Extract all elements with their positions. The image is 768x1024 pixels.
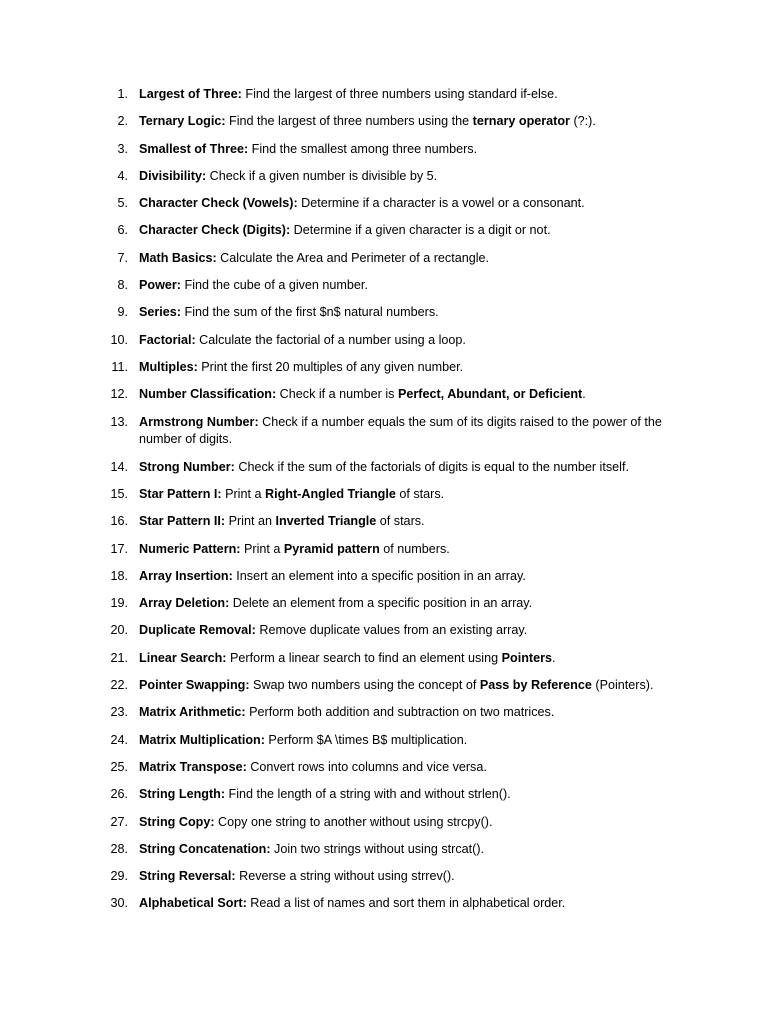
item-text: Perform both addition and subtraction on two matrices.	[245, 705, 555, 720]
item-emphasis: Pyramid pattern	[283, 541, 380, 556]
item-emphasis: Inverted Triangle	[275, 514, 377, 529]
item-label: Matrix Arithmetic:	[139, 705, 246, 720]
item-label: String Length:	[139, 787, 226, 802]
item-label: Ternary Logic:	[139, 114, 226, 129]
item-label: Largest of Three:	[139, 87, 242, 101]
item-text: Copy one string to another without using strcpy().	[214, 814, 493, 829]
item-number: 26.	[110, 787, 128, 802]
item-label: Matrix Multiplication:	[139, 732, 265, 747]
item-text: Calculate the factorial of a number using a loop.	[195, 332, 466, 347]
item-label: Duplicate Removal:	[139, 623, 256, 638]
item-text: of stars.	[395, 486, 445, 501]
item-label: String Reversal:	[139, 869, 236, 884]
item-text: Swap two numbers using the concept of	[249, 678, 480, 693]
list-item	[108, 304, 688, 322]
item-number: 23.	[110, 705, 128, 720]
list-item	[108, 868, 688, 886]
list-item	[108, 650, 688, 668]
item-label: Divisibility:	[139, 168, 207, 183]
item-text: Determine if a character is a vowel or a consonant.	[297, 196, 585, 211]
item-label: Factorial:	[139, 332, 196, 347]
item-emphasis: Pass by Reference	[479, 678, 592, 693]
item-text: of numbers.	[379, 541, 450, 556]
item-label: Star Pattern I:	[139, 486, 222, 501]
item-text: Print a	[221, 486, 265, 501]
item-number: 13.	[110, 414, 128, 429]
item-label: Array Insertion:	[139, 568, 233, 583]
list-item	[108, 459, 688, 477]
item-label: String Concatenation:	[139, 841, 271, 856]
item-text: Check if a number equals the sum of its digits raised to the power of the number of digits.	[139, 414, 662, 447]
item-number: 9.	[117, 305, 128, 320]
list-item	[108, 113, 688, 131]
item-label: Smallest of Three:	[139, 141, 249, 156]
item-text: Perform a linear search to find an element using	[226, 650, 502, 665]
item-number: 17.	[110, 541, 128, 556]
item-number: 29.	[110, 869, 128, 884]
list-item	[108, 277, 688, 295]
item-text: Find the largest of three numbers using standard if-else.	[241, 87, 558, 101]
item-number: 10.	[110, 332, 128, 347]
item-text: Calculate the Area and Perimeter of a rectangle.	[216, 250, 490, 265]
item-text: Perform $A \times B$ multiplication.	[264, 732, 468, 747]
item-label: Numeric Pattern:	[139, 541, 241, 556]
item-text: Print an	[225, 514, 276, 529]
item-text: Determine if a given character is a digit or not.	[290, 223, 551, 238]
item-text: Join two strings without using strcat().	[270, 841, 485, 856]
item-text: .	[582, 387, 586, 402]
item-text: Check if a number is	[276, 387, 398, 402]
task-list	[108, 86, 688, 923]
item-number: 25.	[110, 759, 128, 774]
list-item	[108, 759, 688, 777]
list-item	[108, 732, 688, 750]
item-text: Insert an element into a specific position in an array.	[232, 568, 526, 583]
item-number: 21.	[110, 650, 128, 665]
item-emphasis: ternary operator	[472, 114, 570, 129]
item-emphasis: Perfect, Abundant, or Deficient	[397, 387, 583, 402]
list-item	[108, 359, 688, 377]
list-item	[108, 168, 688, 186]
item-label: Math Basics:	[139, 250, 217, 265]
list-item	[108, 414, 688, 450]
item-number: 28.	[110, 841, 128, 856]
item-label: Number Classification:	[139, 387, 277, 402]
item-label: Multiples:	[139, 359, 198, 374]
item-text: Remove duplicate values from an existing array.	[255, 623, 528, 638]
item-text: Find the length of a string with and without strlen().	[225, 787, 511, 802]
item-text: Print the first 20 multiples of any given number.	[197, 359, 464, 374]
list-item	[108, 786, 688, 804]
item-label: String Copy:	[139, 814, 215, 829]
item-number: 7.	[117, 250, 128, 265]
list-item	[108, 222, 688, 240]
item-text: of stars.	[376, 514, 425, 529]
list-item	[108, 595, 688, 613]
item-number: 1.	[117, 87, 128, 101]
item-number: 22.	[110, 678, 128, 693]
item-label: Series:	[139, 305, 182, 320]
list-item	[108, 386, 688, 404]
list-item	[108, 622, 688, 640]
item-text: Delete an element from a specific position in an array.	[229, 596, 533, 611]
list-item	[108, 513, 688, 531]
item-text: Convert rows into columns and vice versa.	[246, 759, 487, 774]
item-emphasis: Right-Angled Triangle	[265, 486, 396, 501]
item-number: 27.	[110, 814, 128, 829]
list-item	[108, 541, 688, 559]
item-number: 16.	[110, 514, 128, 529]
item-label: Matrix Transpose:	[139, 759, 247, 774]
list-item	[108, 195, 688, 213]
item-label: Alphabetical Sort:	[139, 896, 247, 911]
item-emphasis: Pointers	[501, 650, 552, 665]
item-label: Character Check (Digits):	[139, 223, 291, 238]
list-item	[108, 895, 688, 913]
item-number: 11.	[111, 359, 128, 374]
item-number: 24.	[110, 732, 128, 747]
item-number: 3.	[117, 141, 128, 156]
item-label: Linear Search:	[139, 650, 227, 665]
item-text: Find the smallest among three numbers.	[248, 141, 478, 156]
item-number: 8.	[117, 278, 128, 293]
list-item	[108, 86, 688, 104]
item-label: Array Deletion:	[139, 596, 230, 611]
item-label: Armstrong Number:	[139, 414, 259, 429]
item-text: Find the sum of the first $n$ natural numbers.	[181, 305, 439, 320]
item-label: Star Pattern II:	[139, 514, 226, 529]
item-number: 2.	[117, 114, 128, 129]
list-item	[108, 841, 688, 859]
item-text: (?:).	[569, 114, 596, 129]
item-number: 19.	[110, 596, 128, 611]
item-text: Print a	[240, 541, 284, 556]
item-text: Read a list of names and sort them in alphabetical order.	[246, 896, 566, 911]
item-number: 15.	[110, 486, 128, 501]
item-number: 5.	[117, 196, 128, 211]
list-item	[108, 704, 688, 722]
item-label: Strong Number:	[139, 459, 235, 474]
item-number: 4.	[117, 168, 128, 183]
item-label: Pointer Swapping:	[139, 678, 250, 693]
item-text: Check if the sum of the factorials of digits is equal to the number itself.	[234, 459, 629, 474]
item-number: 6.	[117, 223, 128, 238]
item-text: Check if a given number is divisible by 5.	[206, 168, 438, 183]
item-label: Power:	[139, 278, 181, 293]
list-item	[108, 332, 688, 350]
item-text: (Pointers).	[591, 678, 654, 693]
item-text: .	[552, 650, 556, 665]
item-number: 14.	[110, 459, 128, 474]
item-label: Character Check (Vowels):	[139, 196, 298, 211]
item-number: 18.	[110, 568, 128, 583]
list-item	[108, 141, 688, 159]
item-number: 30.	[110, 896, 128, 911]
item-text: Find the largest of three numbers using the	[225, 114, 473, 129]
list-item	[108, 677, 688, 695]
list-item	[108, 568, 688, 586]
item-number: 20.	[110, 623, 128, 638]
list-item	[108, 486, 688, 504]
item-text: Reverse a string without using strrev().	[235, 869, 455, 884]
list-item	[108, 250, 688, 268]
list-item	[108, 814, 688, 832]
item-text: Find the cube of a given number.	[181, 278, 368, 293]
item-number: 12.	[110, 387, 128, 402]
